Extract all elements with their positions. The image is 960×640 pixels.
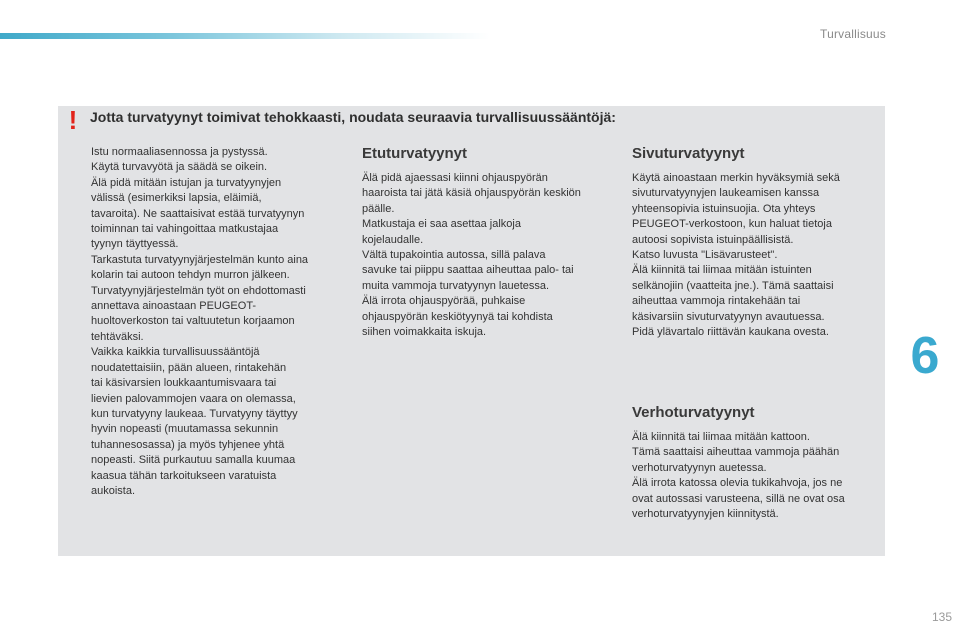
front-airbags-column <box>362 145 612 340</box>
general-rules-text: Istu normaaliasennossa ja pystyssä. Käytä turvavyötä ja säädä se oikein. Älä pidä mitään istujan ja turvatyynyjen välissä (esimerkiksi lapsia, eläimiä, tavaroita). Ne saattaisivat estää turvatyynyn toiminnan tai vahingoittaa matkustajaa tyynyn täyttyessä. Tarkastuta turvatyynyjärjestelmän kunto aina kolarin tai autoon tehdyn murron jälkeen. Turvatyynyjärjestelmän työt on ehdottomasti annettava ainoastaan PEUGEOT- huoltoverkoston tai valtuutetun korjaamon tehtäväksi. Vaikka kaikkia turvallisuussääntöjä noudatettaisiin, pään alueen, rintakehän tai käsivarsien loukkaantumisvaara tai lievien palovammojen vaara on olemassa, kun turvatyyny laukeaa. Turvatyyny täyttyy hyvin nopeasti (muutamassa sekunnin tuhannesosassa) ja myös tyhjenee yhtä nopeasti. Siitä purkautuu samalla kuumaa kaasua tähän tarkoitukseen varatuista aukoista. <box>91 146 309 497</box>
side-airbags-text: Käytä ainoastaan merkin hyväksymiä sekä sivuturvatyynyjen laukeamisen kanssa yhteensopivia istuinsuojia. Ota yhteys PEUGEOT-verkostoon, kun haluat tietoja autoosi sopivista istuinpäällisistä. Katso luvusta "Lisävarusteet". Älä kiinnitä tai liimaa mitään istuinten selkänojiin (vaatteita jne.). Tämä saattaisi aiheuttaa vammoja rintakehään tai käsivarsiin sivuturvatyynyn avautuessa. Pidä ylävartalo riittävän kaukana ovesta. <box>632 172 840 339</box>
panel-title: Jotta turvatyynyt toimivat tehokkaasti, noudata seuraavia turvallisuussääntöjä: <box>90 109 616 125</box>
header-accent-bar <box>0 33 490 39</box>
side-airbags-column <box>632 145 877 340</box>
warning-icon: ! <box>68 105 78 135</box>
curtain-airbags-heading: Verhoturvatyynyt <box>632 404 755 421</box>
general-rules-column <box>91 145 341 499</box>
front-airbags-heading: Etuturvatyynyt <box>362 145 468 162</box>
section-name: Turvallisuus <box>820 27 886 41</box>
page-number: 135 <box>931 610 952 624</box>
curtain-airbags-column <box>632 404 877 522</box>
side-airbags-heading: Sivuturvatyynyt <box>632 145 745 162</box>
chapter-number: 6 <box>910 327 940 385</box>
front-airbags-text: Älä pidä ajaessasi kiinni ohjauspyörän haaroista tai jätä käsiä ohjauspyörän keskiön päälle. Matkustaja ei saa asettaa jalkoja kojelaudalle. Vältä tupakointia autossa, sillä palava savuke tai piippu saattaa aiheuttaa palo- tai muita vammoja turvatyynyn lauetessa. Älä irrota ohjauspyörää, puhkaise ohjauspyörän keskiötyynyä tai kohdista siihen voimakkaita iskuja. <box>362 172 581 339</box>
curtain-airbags-text: Älä kiinnitä tai liimaa mitään kattoon. Tämä saattaisi aiheuttaa vammoja päähän verhoturvatyynyn auetessa. Älä irrota katossa olevia tukikahvoja, jos ne ovat autossasi varusteena, sillä ne ovat osa verhoturvatyynyjen kiinnitystä. <box>632 431 845 521</box>
